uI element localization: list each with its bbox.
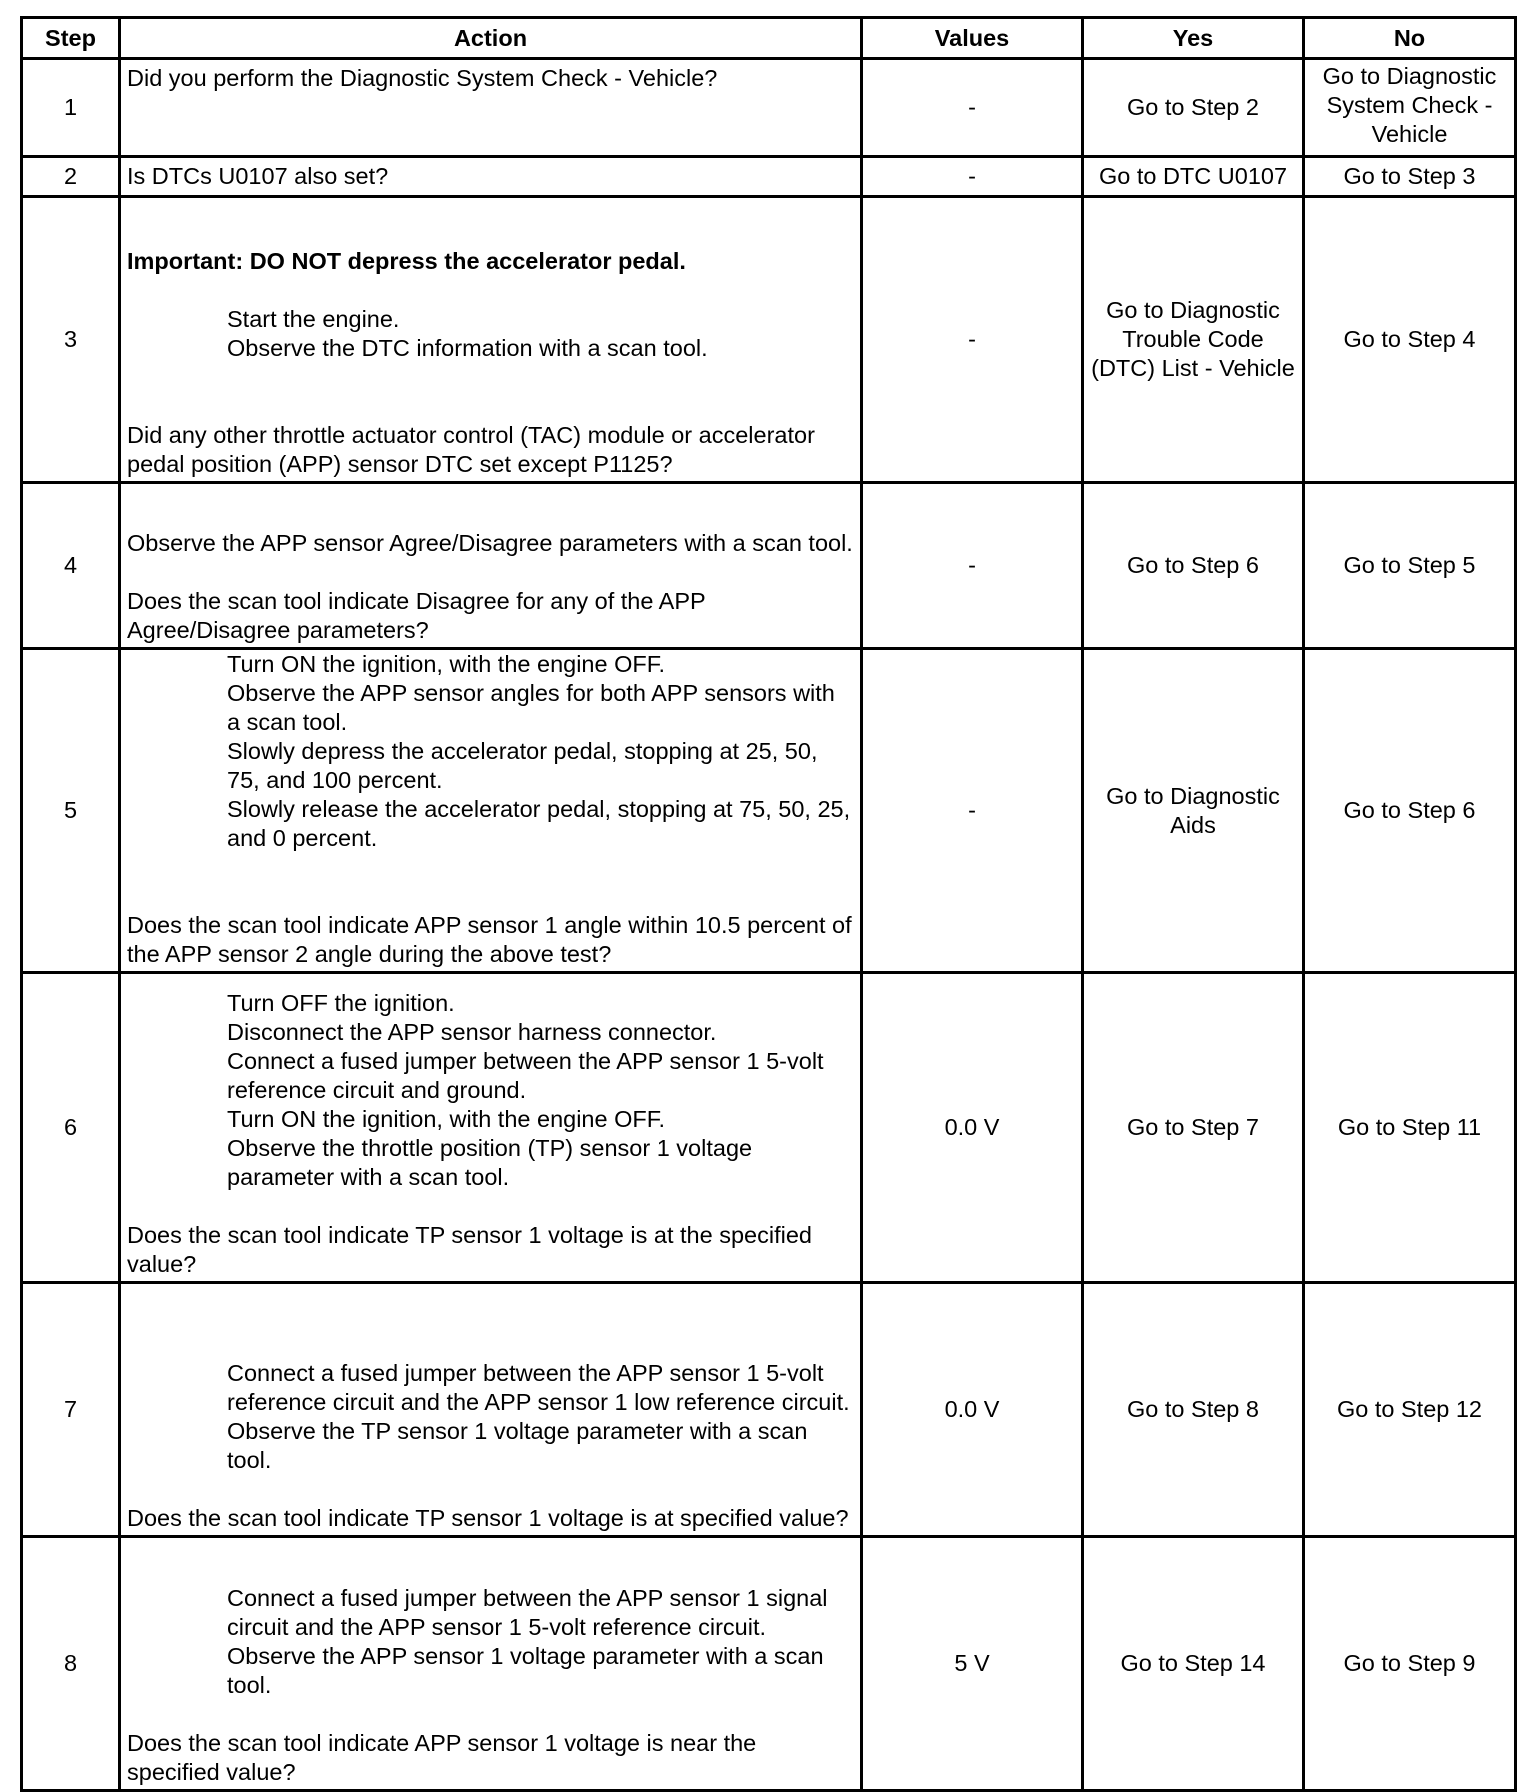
step-number: 1	[22, 59, 120, 157]
table-row	[22, 483, 1516, 649]
header-values: Values	[862, 18, 1083, 59]
action-cell	[120, 483, 862, 649]
values-cell: -	[862, 197, 1083, 483]
table-row	[22, 157, 1516, 197]
action-cell	[120, 649, 862, 973]
yes-cell: Go to Step 6	[1083, 483, 1304, 649]
no-cell: Go to Step 9	[1304, 1537, 1516, 1791]
procedure-step: Observe the DTC information with a scan tool.	[227, 335, 708, 361]
values-cell: -	[862, 649, 1083, 973]
no-cell: Go to Diagnostic System Check - Vehicle	[1304, 59, 1516, 157]
intro-text: Observe the APP sensor Agree/Disagree parameters with a scan tool.	[127, 530, 853, 556]
question-text: Does the scan tool indicate APP sensor 1 voltage is near the specified value?	[127, 1730, 757, 1785]
action-cell	[120, 157, 862, 197]
values-cell: 0.0 V	[862, 973, 1083, 1283]
values-cell: -	[862, 59, 1083, 157]
no-cell: Go to Step 4	[1304, 197, 1516, 483]
values-cell: -	[862, 157, 1083, 197]
header-action: Action	[120, 18, 862, 59]
yes-cell: Go to Diagnostic Aids	[1083, 649, 1304, 973]
action-cell	[120, 973, 862, 1283]
step-number: 4	[22, 483, 120, 649]
procedure-step: Observe the APP sensor 1 voltage parameter with a scan tool.	[227, 1643, 824, 1698]
question-text: Does the scan tool indicate TP sensor 1 voltage is at specified value?	[127, 1505, 849, 1531]
question-text: Does the scan tool indicate APP sensor 1 angle within 10.5 percent of the APP sensor 2 angle during the above test?	[127, 912, 852, 967]
action-cell	[120, 197, 862, 483]
values-cell: 5 V	[862, 1537, 1083, 1791]
header-step: Step	[22, 18, 120, 59]
values-cell: 0.0 V	[862, 1283, 1083, 1537]
procedure-step: Turn ON the ignition, with the engine OFF.	[227, 651, 666, 677]
step-number: 6	[22, 973, 120, 1283]
action-cell	[120, 1283, 862, 1537]
no-cell: Go to Step 3	[1304, 157, 1516, 197]
question-text: Is DTCs U0107 also set?	[127, 163, 389, 189]
question-text: Does the scan tool indicate Disagree for any of the APP Agree/Disagree parameters?	[127, 588, 706, 643]
table-row	[22, 59, 1516, 157]
step-number: 8	[22, 1537, 120, 1791]
yes-cell: Go to DTC U0107	[1083, 157, 1304, 197]
no-cell: Go to Step 5	[1304, 483, 1516, 649]
header-no: No	[1304, 18, 1516, 59]
no-cell: Go to Step 6	[1304, 649, 1516, 973]
yes-cell: Go to Step 2	[1083, 59, 1304, 157]
procedure-step: Disconnect the APP sensor harness connector.	[227, 1019, 717, 1045]
step-number: 3	[22, 197, 120, 483]
question-text: Did any other throttle actuator control (TAC) module or accelerator pedal position (APP) sensor DTC set except P1125?	[127, 422, 815, 477]
procedure-step: Turn ON the ignition, with the engine OFF.	[227, 1106, 666, 1132]
no-cell: Go to Step 12	[1304, 1283, 1516, 1537]
procedure-step: Observe the TP sensor 1 voltage parameter with a scan tool.	[227, 1418, 808, 1473]
yes-cell: Go to Step 14	[1083, 1537, 1304, 1791]
step-number: 7	[22, 1283, 120, 1537]
yes-cell: Go to Diagnostic Trouble Code (DTC) List - Vehicle	[1083, 197, 1304, 483]
procedure-step: Slowly release the accelerator pedal, stopping at 75, 50, 25, and 0 percent.	[227, 796, 851, 851]
table-row	[22, 973, 1516, 1283]
step-number: 5	[22, 649, 120, 973]
important-note: Important: DO NOT depress the accelerator pedal.	[127, 248, 686, 274]
procedure-step: Observe the APP sensor angles for both APP sensors with a scan tool.	[227, 680, 835, 735]
yes-cell: Go to Step 7	[1083, 973, 1304, 1283]
values-cell: -	[862, 483, 1083, 649]
action-cell	[120, 59, 862, 157]
procedure-step: Connect a fused jumper between the APP sensor 1 5-volt reference circuit and ground.	[227, 1048, 824, 1103]
yes-cell: Go to Step 8	[1083, 1283, 1304, 1537]
table-row	[22, 1537, 1516, 1791]
procedure-step: Connect a fused jumper between the APP sensor 1 5-volt reference circuit and the APP sensor 1 low reference circuit.	[227, 1360, 850, 1415]
question-text: Did you perform the Diagnostic System Check - Vehicle?	[127, 65, 718, 91]
table-row	[22, 197, 1516, 483]
procedure-step: Slowly depress the accelerator pedal, stopping at 25, 50, 75, and 100 percent.	[227, 738, 818, 793]
procedure-step: Connect a fused jumper between the APP sensor 1 signal circuit and the APP sensor 1 5-volt reference circuit.	[227, 1585, 828, 1640]
action-cell	[120, 1537, 862, 1791]
step-number: 2	[22, 157, 120, 197]
header-row	[22, 18, 1516, 59]
question-text: Does the scan tool indicate TP sensor 1 voltage is at the specified value?	[127, 1222, 812, 1277]
table-row	[22, 1283, 1516, 1537]
header-yes: Yes	[1083, 18, 1304, 59]
no-cell: Go to Step 11	[1304, 973, 1516, 1283]
diagnostic-table	[20, 16, 1517, 1792]
procedure-step: Turn OFF the ignition.	[227, 990, 455, 1016]
procedure-step: Observe the throttle position (TP) sensor 1 voltage parameter with a scan tool.	[227, 1135, 753, 1190]
procedure-step: Start the engine.	[227, 306, 400, 332]
table-row	[22, 649, 1516, 973]
